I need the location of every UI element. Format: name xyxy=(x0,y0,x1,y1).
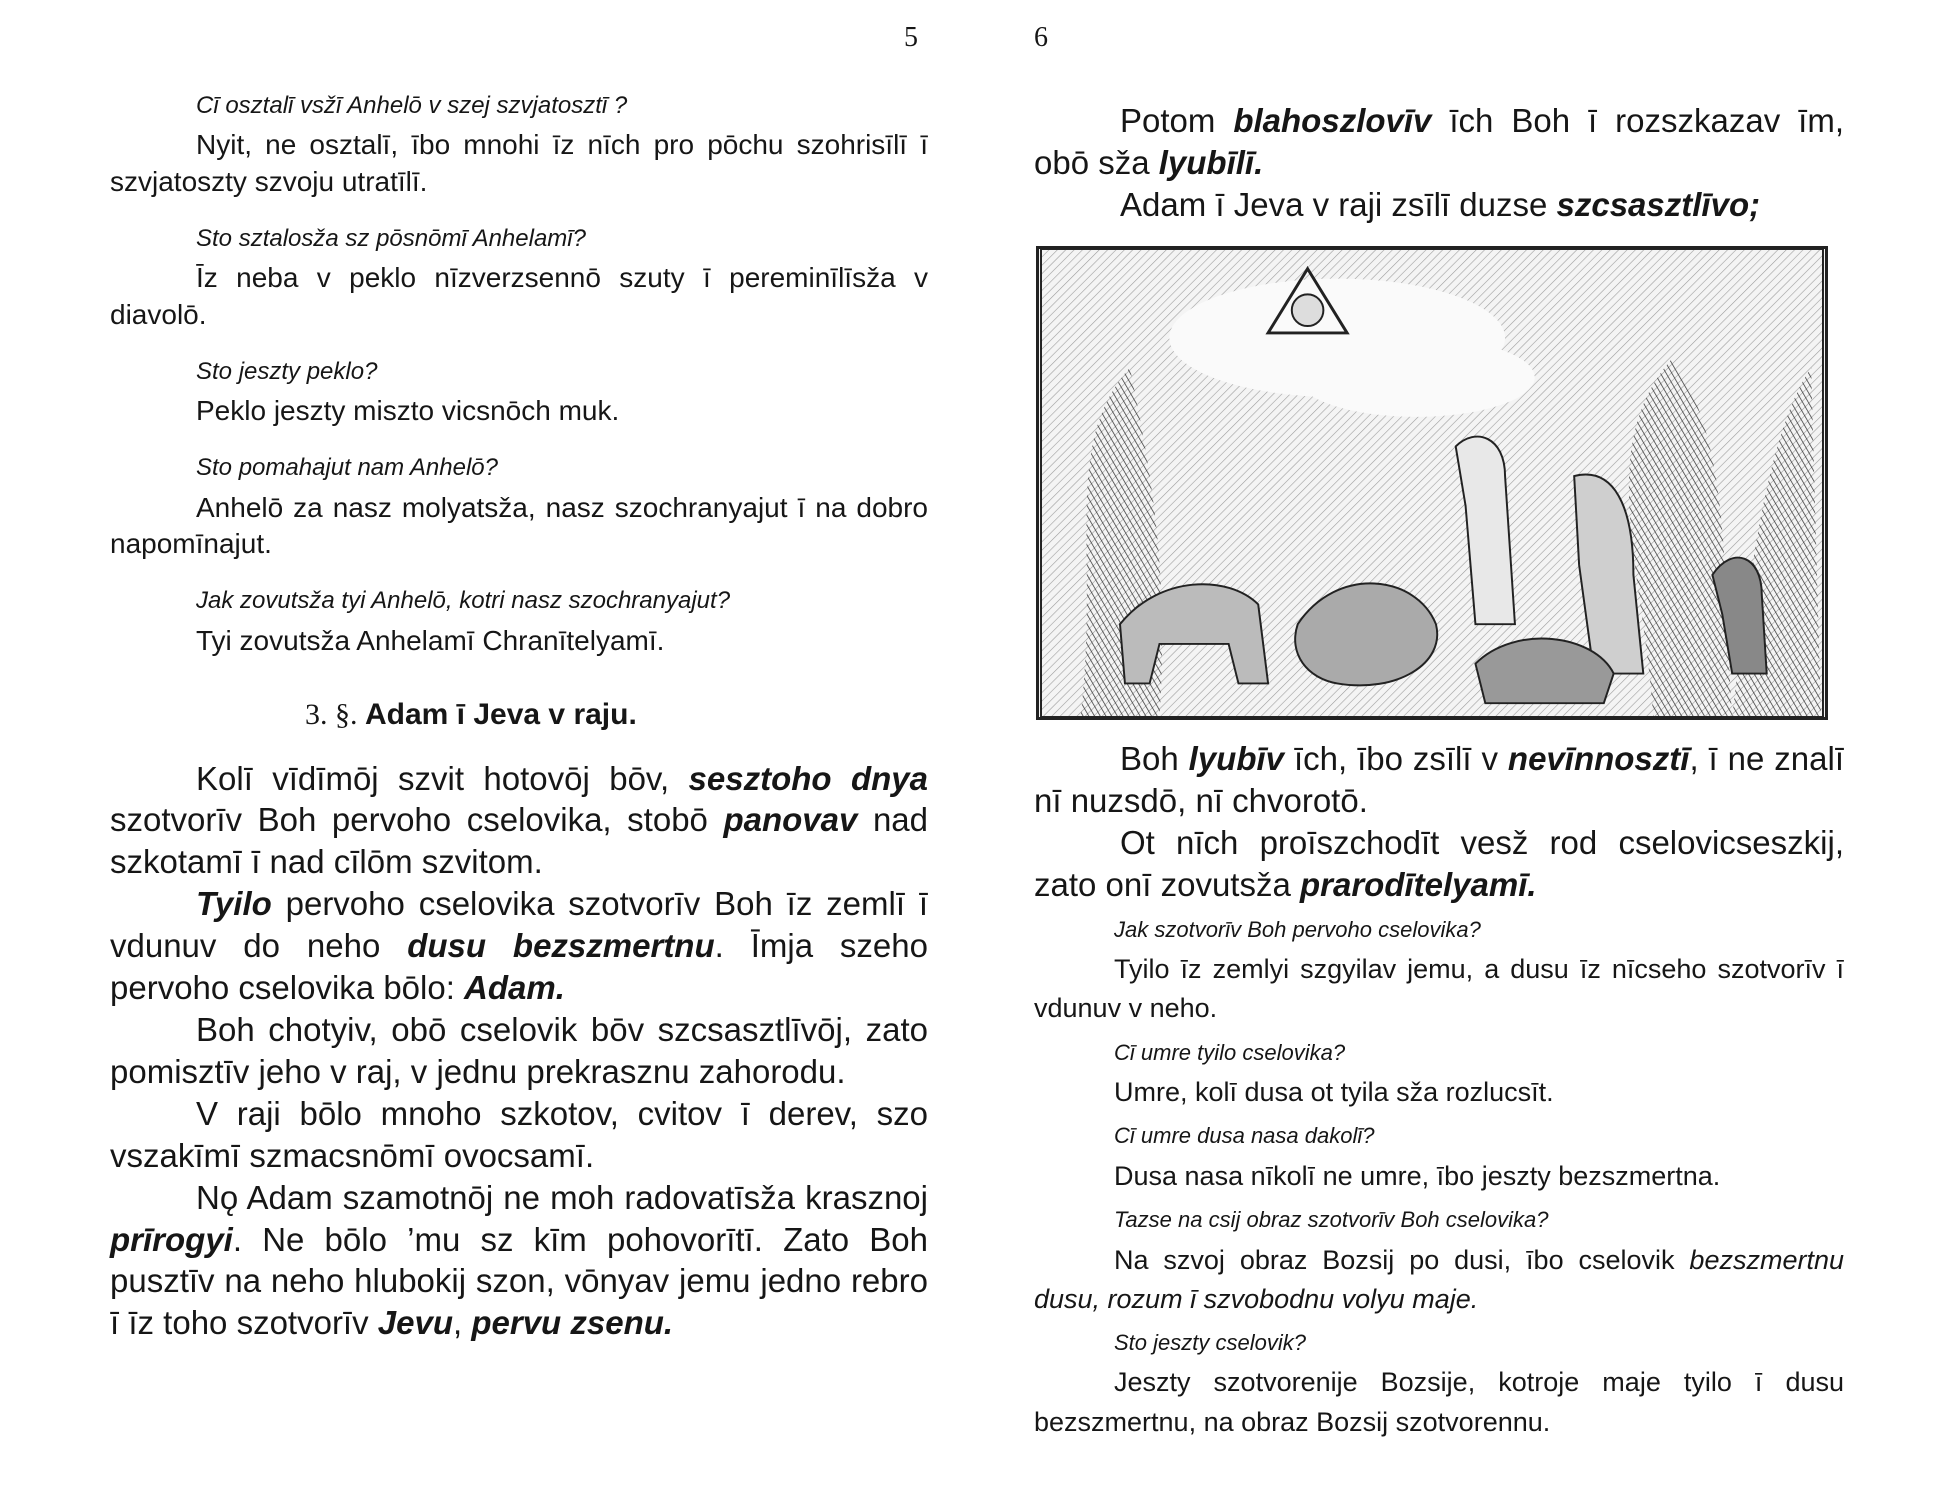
emphasis: dusu bezszmertnu xyxy=(407,927,715,965)
paragraph xyxy=(1034,184,1844,226)
answer: Nyit, ne osztalī, ībo mnohi īz nīch pro pōchu szohrisīlī ī szvjatoszty szvoju utratīlī. xyxy=(110,129,928,198)
emphasis: prarodītelyamī. xyxy=(1299,865,1537,903)
section-number: 3. §. xyxy=(305,697,358,731)
paragraph xyxy=(110,1177,928,1345)
text-run: pervoho cselovika szotvorīv Boh īz zemlī ī vdunuv do neho xyxy=(110,885,928,965)
page-number-left: 5 xyxy=(904,22,918,53)
answer xyxy=(1034,1241,1844,1319)
emphasis: szcsasztlīvo; xyxy=(1556,185,1761,223)
question: Cī umre dusa nasa dakolī? xyxy=(1114,1123,1375,1149)
text-run: , xyxy=(453,1304,472,1342)
text-run: . Īmja szeho pervoho cselovika bōlo: xyxy=(110,927,928,1007)
answer: Dusa nasa nīkolī ne umre, ībo jeszty bezszmertna. xyxy=(1114,1160,1721,1191)
paragraph xyxy=(1034,822,1844,906)
text-run: Nǫ Adam szamotnōj ne moh radovatīsža krasznoj xyxy=(196,1178,928,1216)
emphasis: panovav xyxy=(723,801,858,839)
question: Sto jeszty cselovik? xyxy=(1114,1329,1306,1355)
question: Jak szotvorīv Boh pervoho cselovika? xyxy=(1114,916,1481,942)
text-run: Na szvoj obraz Bozsij po dusi, ībo cselovik xyxy=(1114,1244,1690,1275)
text-run: Kolī vīdīmōj szvit hotovōj bōv, xyxy=(196,759,689,797)
question: Tazse na csij obraz szotvorīv Boh cselovika? xyxy=(1114,1206,1549,1232)
engraving-image xyxy=(1039,249,1825,717)
emphasis: prīrogyi xyxy=(110,1220,233,1258)
paragraph: V raji bōlo mnoho szkotov, cvitov ī derev, szo vszakīmī szmacsnōmī ovocsamī. xyxy=(110,1094,928,1174)
emphasis: lyubīlī. xyxy=(1158,143,1264,181)
text-run: , ī ne znalī nī nuzsdō, nī chvorotō. xyxy=(1034,740,1844,819)
left-page xyxy=(110,90,928,1344)
answer: Peklo jeszty miszto vicsnōch muk. xyxy=(196,395,620,427)
text-run: Boh xyxy=(1120,740,1189,777)
emphasis: blahoszlovīv xyxy=(1233,102,1432,139)
divine-figure xyxy=(1292,294,1324,326)
question: Sto jeszty peklo? xyxy=(196,358,378,386)
emphasis: bezszmertnu dusu, rozum ī szvobodnu volyu maje. xyxy=(1034,1244,1844,1314)
answer: Umre, kolī dusa ot tyila sža rozlucsīt. xyxy=(1114,1077,1554,1108)
paragraph: Boh chotyiv, obō cselovik bōv szcsasztlīvōj, zato pomisztīv jeho v raj, v jednu prekrasznu zahorodu. xyxy=(110,1011,928,1090)
answer: Tyilo īz zemlyi szgyilav jemu, a dusu īz nīcseho szotvorīv ī vdunuv v neho. xyxy=(1034,954,1844,1024)
emphasis: lyubīv xyxy=(1188,740,1285,777)
text-run: nad szkotamī ī nad cīlōm szvitom. xyxy=(110,801,929,881)
answer: Īz neba v peklo nīzverzsennō szuty ī pereminīlīsža v diavolō. xyxy=(110,262,928,331)
text-run: Potom xyxy=(1120,102,1234,139)
text-run: īch Boh ī rozszkazav īm, obō sža xyxy=(1034,102,1845,181)
question: Jak zovutsža tyi Anhelō, kotri nasz szochranyajut? xyxy=(196,587,731,615)
text-run: . Ne bōlo ’mu sz kīm pohovorītī. Zato Boh pusztīv na neho hlubokij szon, vōnyav jemu jedno rebro ī īz toho szotvorīv xyxy=(110,1220,928,1342)
right-page-bottom xyxy=(1034,738,1844,1446)
question: Sto sztalosža sz pōsnōmī Anhelamī? xyxy=(196,225,586,253)
emphasis: Jevu xyxy=(377,1304,453,1342)
paradise-illustration xyxy=(1036,246,1828,720)
text-run: īch, ībo zsīlī v xyxy=(1284,740,1508,777)
question: Sto pomahajut nam Anhelō? xyxy=(196,454,498,482)
emphasis: sesztoho dnya xyxy=(688,759,928,797)
page-number-right: 6 xyxy=(1034,22,1048,53)
text-run: szotvorīv Boh pervoho cselovika, stobō xyxy=(110,801,724,839)
emphasis: Tyilo xyxy=(196,885,272,923)
question: Cī umre tyilo cselovika? xyxy=(1114,1039,1346,1065)
text-run: Adam ī Jeva v raji zsīlī duzse xyxy=(1120,185,1557,223)
answer: Anhelō za nasz molyatsža, nasz szochranyajut ī na dobro napomīnajut. xyxy=(110,491,928,560)
answer: Jeszty szotvorenije Bozsije, kotroje maje tyilo ī dusu bezszmertnu, na obraz Bozsij szotvorennu. xyxy=(1034,1367,1844,1437)
paragraph xyxy=(110,758,928,884)
paragraph xyxy=(1034,738,1844,822)
section-heading xyxy=(305,698,928,732)
answer: Tyi zovutsža Anhelamī Chranītelyamī. xyxy=(196,624,665,656)
emphasis: nevīnnosztī xyxy=(1507,740,1690,777)
cloud xyxy=(1298,338,1535,417)
text-run: Ot nīch proīszchodīt vesž rod cselovicseszkij, zato onī zovutsža xyxy=(1034,823,1844,903)
paragraph xyxy=(110,883,928,1009)
emphasis: pervu zsenu. xyxy=(471,1304,674,1342)
emphasis: Adam. xyxy=(464,969,565,1007)
question: Cī osztalī vsžī Anhelō v szej szvjatosztī ? xyxy=(196,92,628,119)
section-title: Adam ī Jeva v raju. xyxy=(365,697,637,731)
paragraph xyxy=(1034,100,1844,184)
right-page-top xyxy=(1034,100,1844,226)
